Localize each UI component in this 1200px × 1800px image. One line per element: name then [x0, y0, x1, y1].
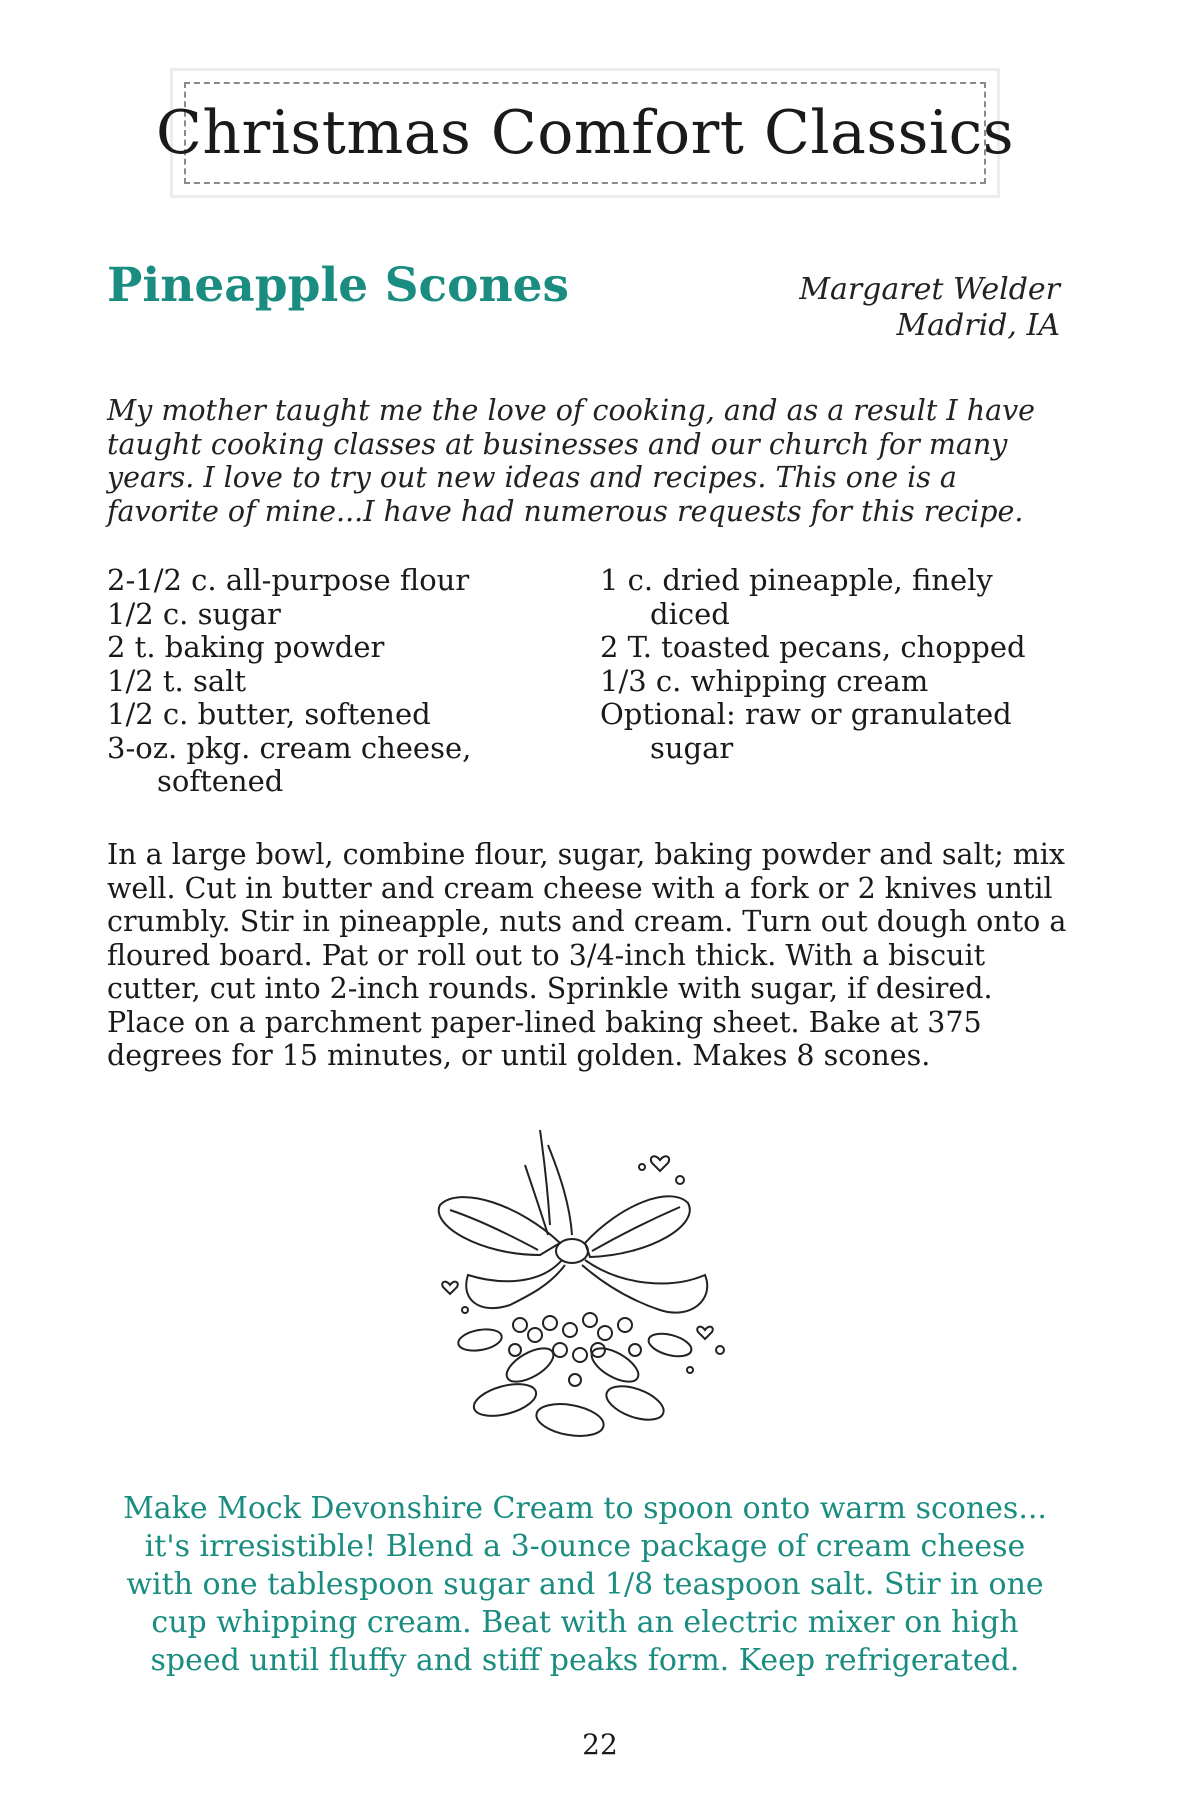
ingredient-item: Optional: raw or granulated sugar [600, 697, 1012, 765]
ingredient-item: 2-1/2 c. all-purpose flour [107, 563, 470, 597]
page-number: 22 [582, 1728, 618, 1761]
recipe-directions: In a large bowl, combine flour, sugar, baking powder and salt; mix well. Cut in butter and cream cheese with a fork or 2 knives until crumbly. Stir in pineapple, nuts and cream. Turn out dough onto a floured board. Pat or roll out to 3/4-inch thick. With a biscuit cutter, cut into 2-inch rounds. Sprinkle with sugar, if desired. Place on a parchment paper-lined baking sheet. Bake at 375 degrees for 15 minutes, or until golden. Makes 8 scones. [107, 838, 1067, 1072]
ingredient-item: 1/2 c. butter, softened [107, 697, 431, 731]
recipe-author [799, 272, 1060, 344]
chapter-header-frame [156, 82, 1015, 184]
ingredient-item: 1/2 c. sugar [107, 596, 281, 631]
author-location: Madrid, IA [896, 308, 1060, 343]
intro-text: My mother taught me the love of cooking, and as a result I have taught cooking classes at businesses and our church for many years. I love to try out new ideas and recipes. This one is a favorite of mine...I have had numerous requests for this recipe. [107, 394, 1036, 528]
tip-text: Make Mock Devonshire Cream to spoon onto warm scones... it's irresistible! Blend a 3-ounce package of cream cheese with one tablespoon sugar and 1/8 teaspoon salt. Stir in one cup whipping cream. Beat with an electric mixer on high speed until fluffy and stiff peaks form. Keep refrigerated. [123, 1491, 1047, 1678]
ingredient-item: 2 T. toasted pecans, chopped [600, 630, 1026, 664]
ingredient-item: 1/3 c. whipping cream [600, 663, 929, 698]
ingredients-list-left [107, 564, 577, 799]
mistletoe-illustration [420, 1125, 750, 1455]
ingredient-item: 3-oz. pkg. cream cheese, softened [107, 730, 472, 798]
mistletoe-icon [420, 1125, 750, 1455]
ingredient-item: 1 c. dried pineapple, finely diced [600, 563, 993, 631]
chapter-header [156, 68, 1015, 198]
ingredients-list-right [600, 564, 1060, 765]
ingredient-item: 2 t. baking powder [107, 630, 385, 664]
recipe-intro [107, 394, 1067, 528]
ingredient-item: 1/2 t. salt [107, 663, 247, 698]
chapter-title: Christmas Comfort Classics [156, 98, 1015, 168]
recipe-title: Pineapple Scones [107, 258, 570, 313]
author-name: Margaret Welder [799, 272, 1060, 307]
